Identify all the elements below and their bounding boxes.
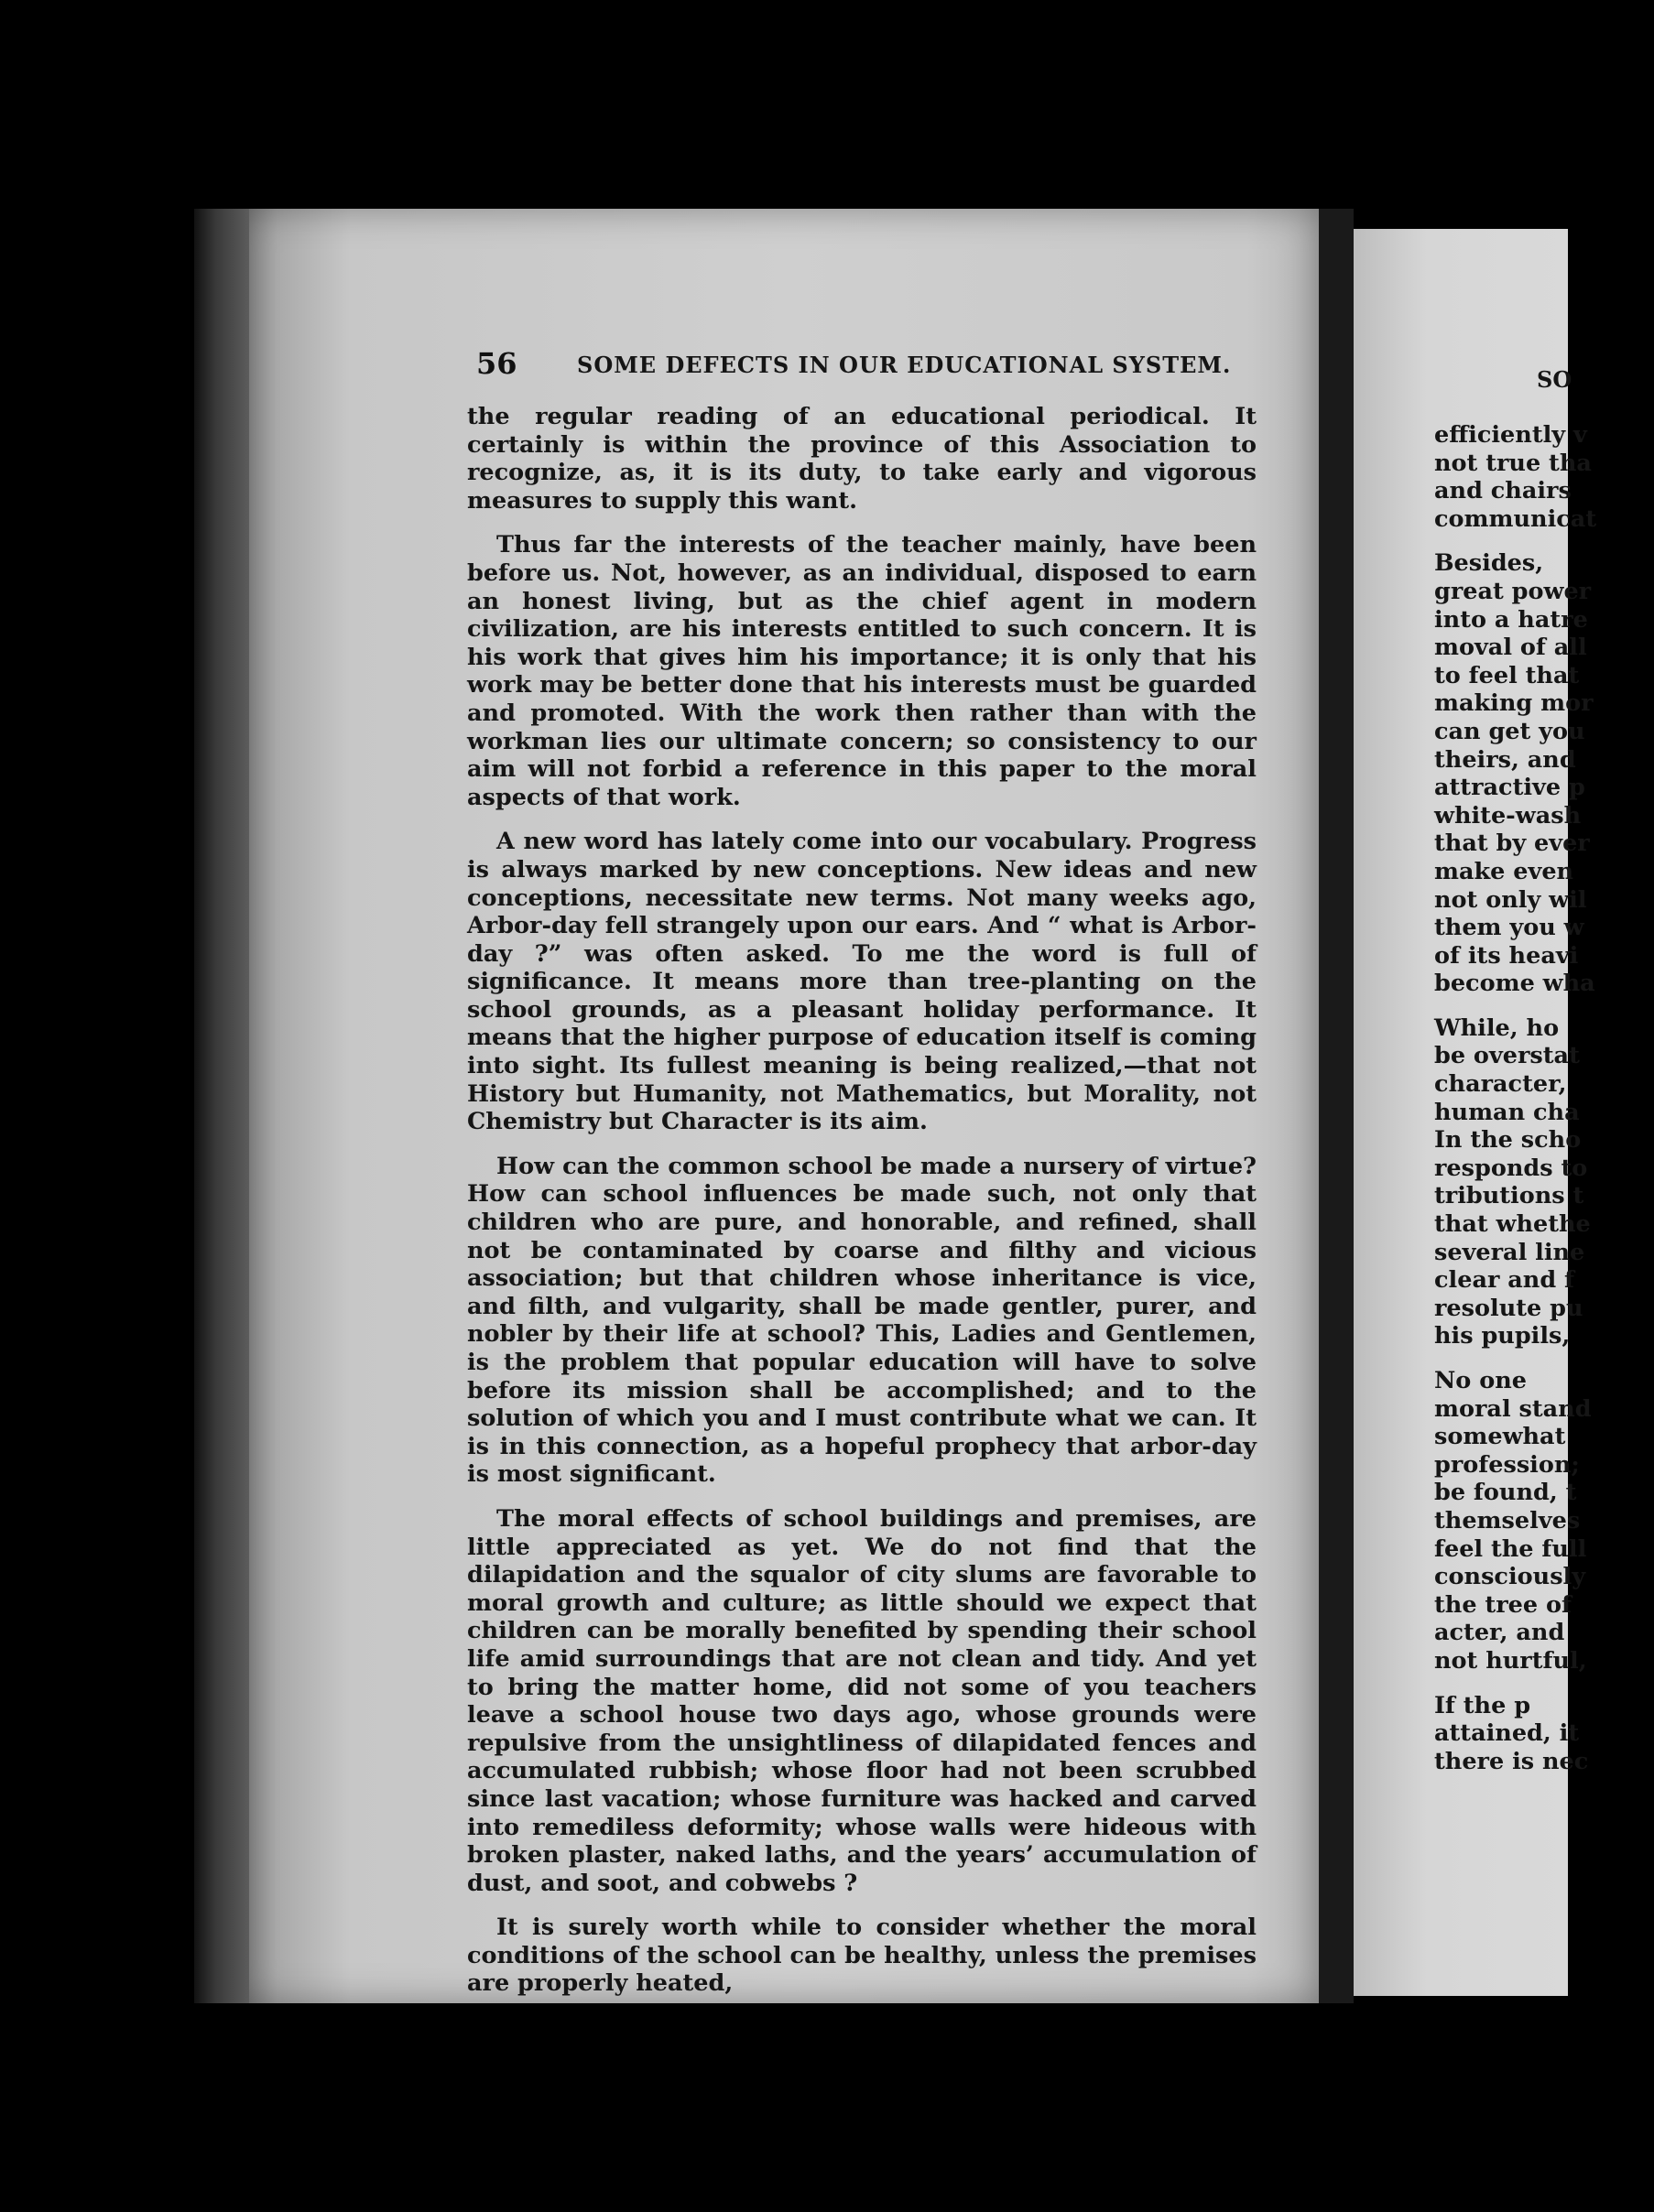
paragraph-gap [1434,1350,1654,1367]
right-text-line: resolute pu [1434,1294,1583,1322]
right-page [1354,229,1597,1996]
paragraph-2: Thus far the interests of the teacher mainly, have been before us. Not, however, as an individual, disposed to earn an honest living, but as the chief agent in modern civilization, are his interests entitled to such concern. It is his work that gives him his importance; it is only that his work may be better done that his interests must be guarded and promoted. With the work then rather than with the workman lies our ultimate concern; so consistency to our aim will not forbid a reference in this paper to the moral aspects of that work. [467,531,1257,811]
right-text-line: make even [1434,857,1574,885]
paragraph-1: the regular reading of an educational periodical. It certainly is within the province of this Association to recognize, as, it is its duty, to take early and vigorous measures to supply this want. [467,403,1257,515]
right-text-line: theirs, and [1434,745,1576,774]
right-text-line: that whethe [1434,1210,1591,1239]
paragraph-gap [1434,998,1654,1014]
right-text-line: them you w [1434,914,1584,942]
paragraph-4: How can the common school be made a nursery of virtue? How can school influences be made such, not only that children who are pure, and honorable, and refined, shall not be contaminated by coarse and filthy and vicious association; but that children whose inheritance is vice, and filth, and vulgarity, shall be made gentler, purer, and nobler by their life at school? This, Ladies and Gentlemen, is the problem that popular education will have to solve before its mission shall be accomplished; and to the solution of which you and I must contribute what we can. It is in this connection, as a hopeful prophecy that arbor-day is most significant. [467,1152,1257,1489]
right-text-line: be found, t [1434,1479,1577,1507]
paragraph-3: A new word has lately come into our vocabulary. Progress is always marked by new conceptions. New ideas and new conceptions, necessitate new terms. Not many weeks ago, Arbor-day fell strangely upon our ears. And “ what is Arbor-day ?” was often asked. To me the word is full of significance. It means more than tree-planting on the school grounds, as a pleasant holiday performance. It means that the higher purpose of education itself is coming into sight. Its fullest meaning is being realized,—that not History but Humanity, not Mathematics, but Morality, not Chemistry but Character is its aim. [467,828,1257,1136]
right-text-line: into a hatre [1434,605,1588,634]
right-text-line: human cha [1434,1098,1580,1126]
right-page-text [1434,421,1654,1775]
right-text-line: In the scho [1434,1126,1582,1155]
right-text-line: No one [1434,1367,1527,1394]
right-text-line: the tree of [1434,1590,1572,1619]
right-text-line: moval of all [1434,634,1587,662]
right-text-line: to feel that [1434,661,1580,689]
right-text-line: tributions t [1434,1182,1584,1210]
page-header [476,346,1255,383]
right-text-line: white-wash [1434,801,1582,830]
right-text-line: there is nec [1434,1747,1589,1775]
running-head: SOME DEFECTS IN OUR EDUCATIONAL SYSTEM. [577,352,1232,378]
paragraph-gap [1434,533,1654,549]
right-text-line: several line [1434,1238,1585,1266]
right-text-line: that by ever [1434,830,1590,858]
right-text-line: his pupils, [1434,1322,1571,1350]
right-text-line: profession; [1434,1450,1580,1479]
paragraph-gap [1434,1675,1654,1692]
right-text-line: of its heavi [1434,941,1579,970]
right-text-line: be overstat [1434,1042,1580,1070]
right-text-line: feel the full [1434,1534,1587,1563]
right-text-line: Besides, [1434,549,1544,578]
right-text-line: efficiently v [1434,421,1587,449]
right-text-line: not true tha [1434,449,1592,477]
right-running-head: SO [1537,366,1572,393]
right-text-line: become wha [1434,970,1595,998]
right-text-line: communicat [1434,504,1597,533]
left-page-text [467,403,1257,2014]
right-text-line: great power [1434,577,1592,605]
right-text-line: attractive p [1434,774,1585,802]
page-number: 56 [476,346,517,381]
right-text-line: not only wil [1434,885,1587,914]
right-text-line: somewhat [1434,1423,1566,1451]
right-text-line: and chairs [1434,477,1572,505]
right-text-line: not hurtful, [1434,1646,1587,1675]
paragraph-5: The moral effects of school buildings and premises, are little appreciated as yet. We do not find that the dilapidation and the squalor of city slums are favorable to moral growth and culture; as little should we expect that children can be morally benefited by spending their school life amid surroundings that are not clean and tidy. And yet to bring the matter home, did not some of you teachers leave a school house two days ago, whose grounds were repulsive from the unsightliness of dilapidated fences and accumulated rubbish; whose floor had not been scrubbed since last vacation; whose furniture was hacked and carved into remediless deformity; whose walls were hideous with broken plaster, naked laths, and the years’ accumulation of dust, and soot, and cobwebs ? [467,1504,1257,1897]
right-text-line: attained, it [1434,1719,1580,1748]
right-text-line: can get you [1434,717,1585,745]
right-text-line: acter, and [1434,1619,1565,1647]
right-text-line: consciously [1434,1563,1586,1591]
right-text-line: While, ho [1434,1014,1560,1042]
right-text-line: making mor [1434,689,1594,718]
right-text-line: clear and f [1434,1266,1575,1295]
right-text-line: moral stand [1434,1394,1592,1423]
right-text-line: If the p [1434,1691,1531,1719]
right-text-line: themselves [1434,1506,1581,1534]
book-gutter [1319,209,1354,2003]
right-text-line: character, [1434,1070,1567,1099]
right-text-line: responds to [1434,1154,1588,1182]
paragraph-6: It is surely worth while to consider whether the moral conditions of the school can be healthy, unless the premises are properly heated, [467,1914,1257,1998]
